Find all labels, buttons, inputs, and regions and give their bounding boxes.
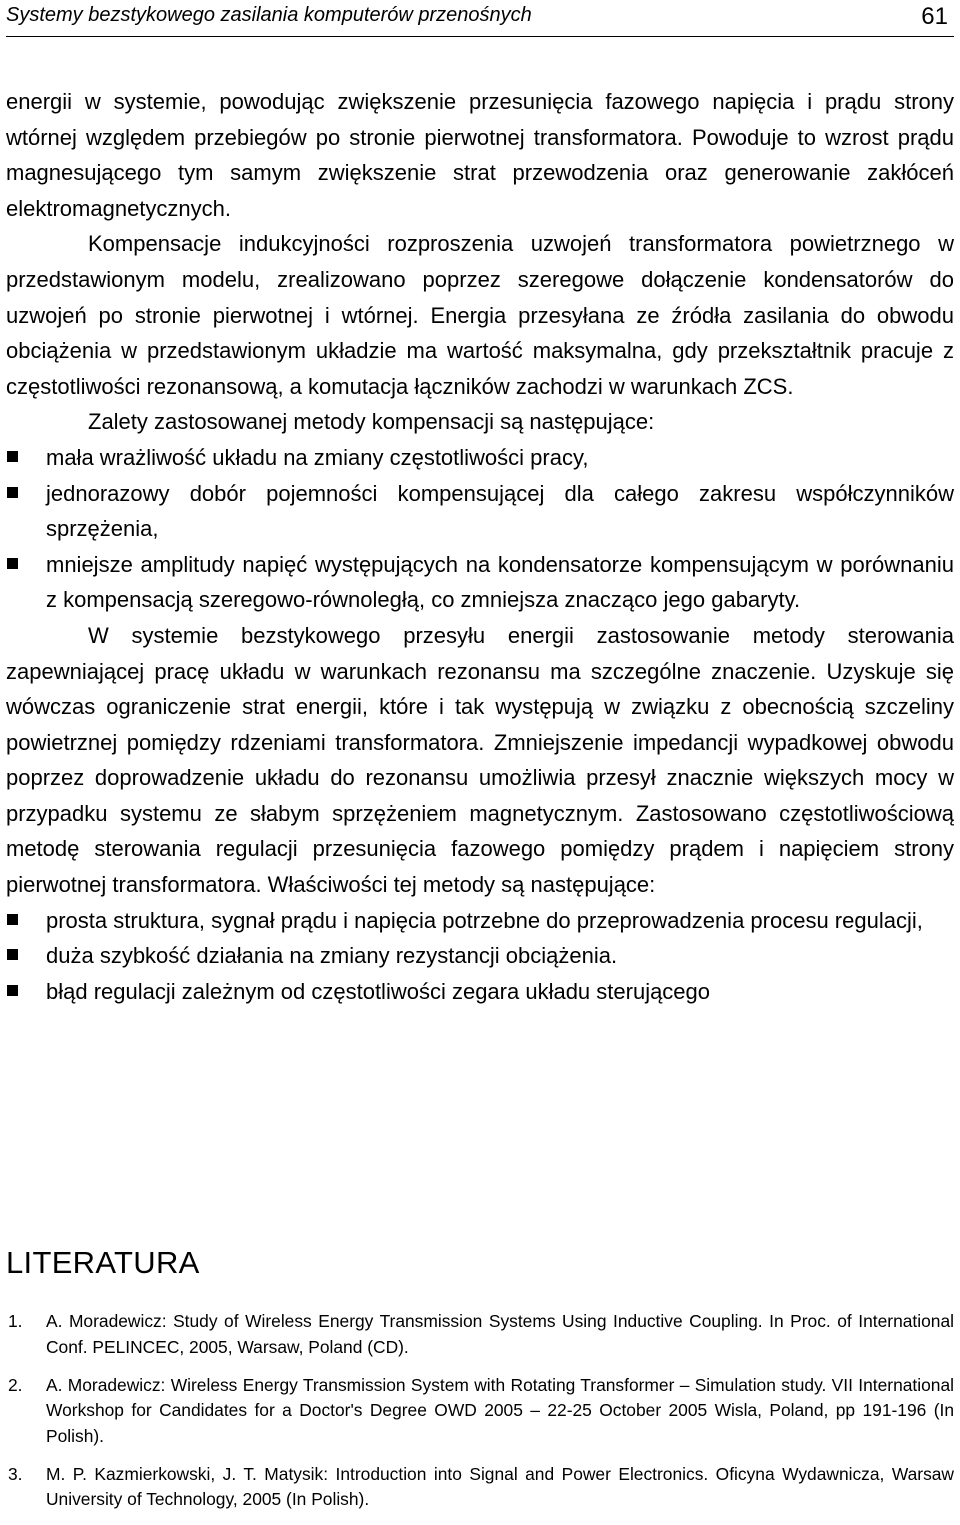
paragraph-1: energii w systemie, powodując zwiększenie przesunięcia fazowego napięcia i prądu strony wtórnej względem przebiegów po stronie pierwotnej transformatora. Powoduje to wzrost prądu magnesującego tym samym zwiększenie strat przewodzenia oraz generowanie zakłóceń elektromagnetycznych. — [6, 89, 954, 221]
reference-item — [6, 1462, 954, 1513]
literature-heading: LITERATURA — [6, 1245, 200, 1280]
list-item — [6, 547, 954, 618]
list-item — [6, 903, 954, 939]
bullet-square-icon — [7, 949, 18, 960]
reference-list — [6, 1309, 954, 1525]
list-item — [6, 440, 954, 476]
reference-text: M. P. Kazmierkowski, J. T. Matysik: Introduction into Signal and Power Electronics. Oficyna Wydawnicza, Warsaw University of Technology, 2005 (In Polish). — [46, 1463, 954, 1509]
bullet-square-icon — [7, 985, 18, 996]
list-item — [6, 974, 954, 1010]
reference-number: 2. — [8, 1374, 23, 1395]
list-item — [6, 938, 954, 974]
list-item — [6, 476, 954, 547]
paragraph-4: W systemie bezstykowego przesyłu energii zastosowanie metody sterowania zapewniającej pracę układu w warunkach rezonansu ma szczególne znaczenie. Uzyskuje się wówczas ograniczenie strat energii, które i tak występują w związku z obecnością szczeliny powietrznej pomiędzy rdzeniami transformatora. Zmniejszenie impedancji wypadkowej obwodu poprzez doprowadzenie układu do rezonansu umożliwia przesył znacznie większych mocy w przypadku systemu ze słabym sprzężeniem magnetycznym. Zastosowano częstotliwościową metodę sterowania regulacji przesunięcia fazowego pomiędzy prądem i napięciem strony pierwotnej transformatora. Właściwości tej metody są następujące: — [6, 622, 954, 898]
reference-text: A. Moradewicz: Wireless Energy Transmission System with Rotating Transformer – Simulation study. VII International Workshop for Candidates for a Doctor's Degree OWD 2005 – 22-25 October 2005 Wisla, Poland, pp 191-196 (In Polish). — [46, 1374, 954, 1446]
list-item-text: duża szybkość działania na zmiany rezystancji obciążenia. — [46, 943, 618, 969]
paragraph-2: Kompensacje indukcyjności rozproszenia uzwojeń transformatora powietrznego w przedstawionym modelu, zrealizowano poprzez szeregowe dołączenie kondensatorów do uzwojeń po stronie pierwotnej i wtórnej. Energia przesyłana ze źródła zasilania do obwodu obciążenia w przedstawionym układzie ma wartość maksymalna, gdy przekształtnik pracuje z częstotliwości rezonansową, a komutacja łączników zachodzi w warunkach ZCS. — [6, 231, 954, 399]
reference-item — [6, 1309, 954, 1360]
list-item-text: mała wrażliwość układu na zmiany częstotliwości pracy, — [46, 444, 589, 470]
paragraph-3: Zalety zastosowanej metody kompensacji są następujące: — [88, 409, 655, 435]
reference-text: A. Moradewicz: Study of Wireless Energy Transmission Systems Using Inductive Coupling. In Proc. of International Conf. PELINCEC, 2005, Warsaw, Poland (CD). — [46, 1311, 954, 1357]
reference-item — [6, 1373, 954, 1450]
list-item-text: prosta struktura, sygnał prądu i napięcia potrzebne do przeprowadzenia procesu regulacji, — [46, 907, 923, 933]
header-title: Systemy bezstykowego zasilania komputerów przenośnych — [6, 4, 532, 26]
running-header — [6, 0, 954, 37]
advantages-list — [6, 440, 954, 618]
page-number: 61 — [921, 3, 948, 30]
bullet-square-icon — [7, 914, 18, 925]
list-item-text: jednorazowy dobór pojemności kompensującej dla całego zakresu współczynników sprzężenia, — [46, 480, 954, 542]
body-text — [6, 84, 954, 1009]
properties-list — [6, 903, 954, 1010]
list-item-text: mniejsze amplitudy napięć występujących na kondensatorze kompensującym w porównaniu z kompensacją szeregowo-równoległą, co zmniejsza znacząco jego gabaryty. — [46, 551, 954, 613]
reference-number: 3. — [8, 1463, 23, 1484]
bullet-square-icon — [7, 487, 18, 498]
bullet-square-icon — [7, 558, 18, 569]
reference-number: 1. — [8, 1311, 23, 1331]
bullet-square-icon — [7, 451, 18, 462]
list-item-text: błąd regulacji zależnym od częstotliwości zegara układu sterującego — [46, 978, 711, 1004]
